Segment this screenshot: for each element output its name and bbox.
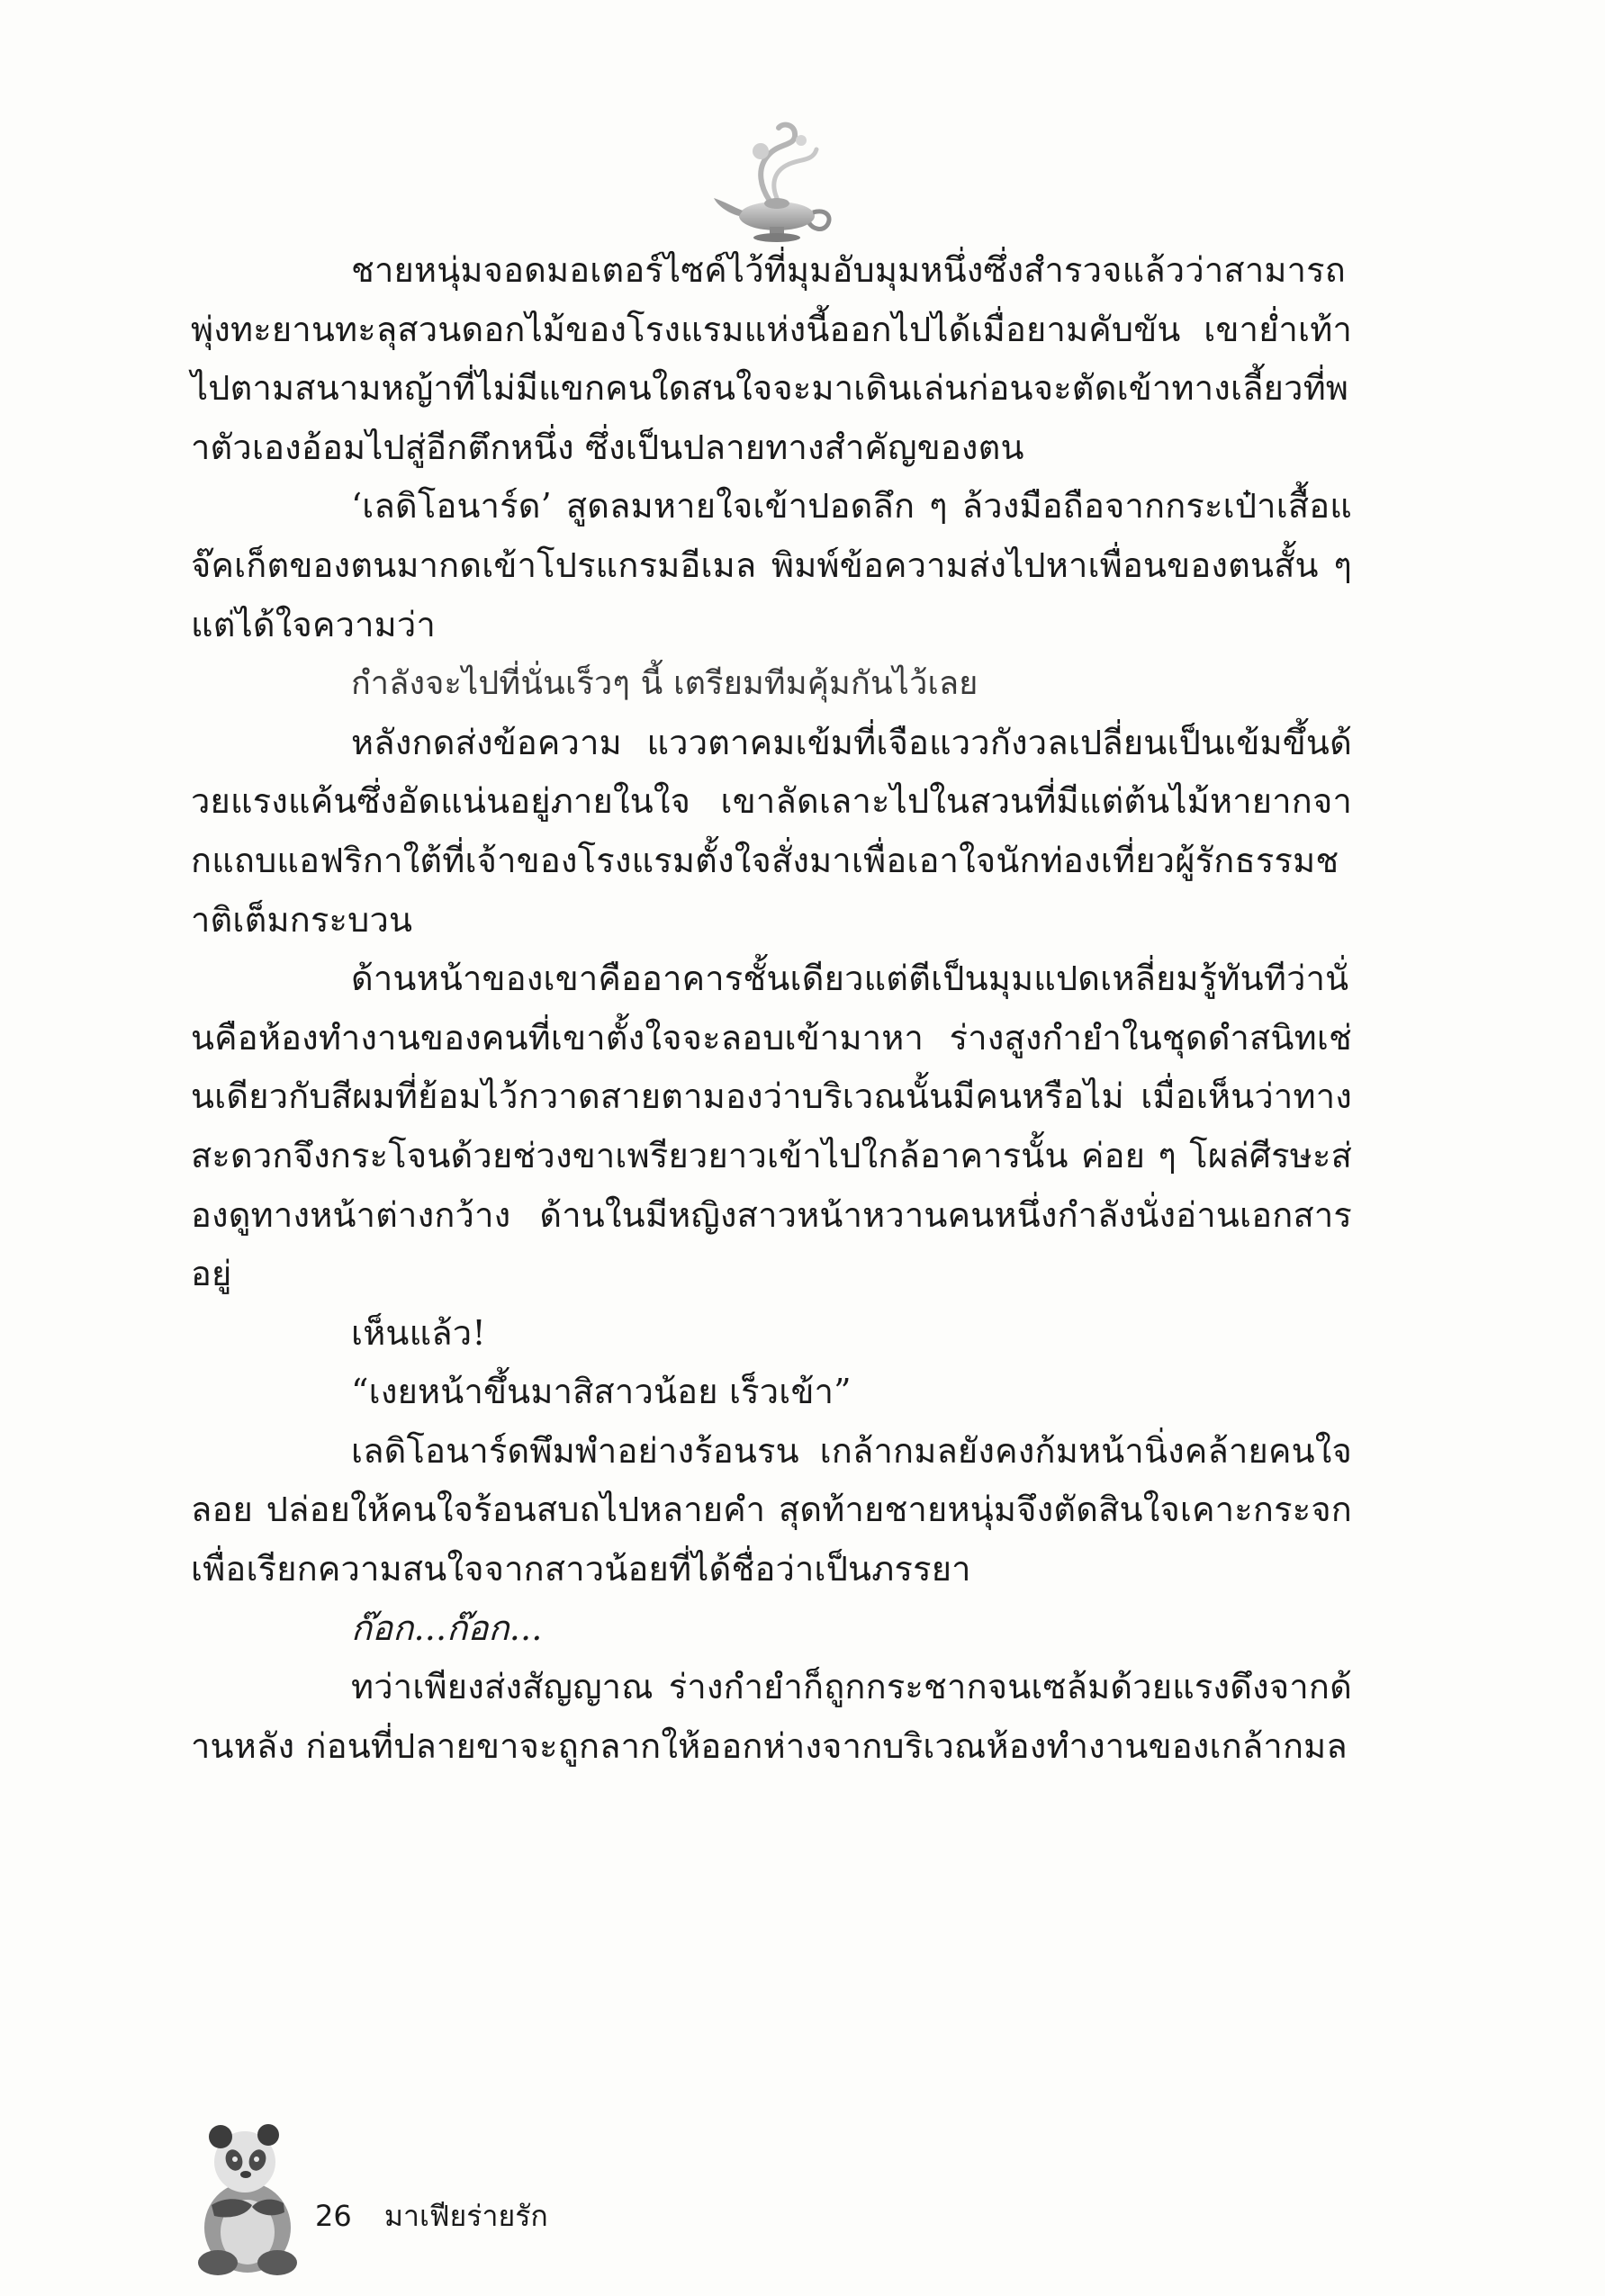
paragraph: ชายหนุ่มจอดมอเตอร์ไซค์ไว้ที่มุมอับมุมหนึ่งซึ่งสำรวจแล้วว่าสามารถพุ่งทะยานทะลุสวนดอกไม้ของโรงแรมแห่งนี้ออกไปได้เมื่อยามคับขัน เขาย่ำเท้าไปตามสนามหญ้าที่ไม่มีแขกคนใดสนใจจะมาเดินเล่นก่อนจะตัดเข้าทางเลี้ยวที่พาตัวเองอ้อมไปสู่อีกตึกหนึ่ง ซึ่งเป็นปลายทางสำคัญของตน bbox=[191, 250, 1352, 467]
paragraph: ทว่าเพียงส่งสัญญาณ ร่างกำยำก็ถูกกระชากจนเซล้มด้วยแรงดึงจากด้านหลัง ก่อนที่ปลายขาจะถูกลากให้ออกห่างจากบริเวณห้องทำงานของเกล้ากมล bbox=[191, 1667, 1352, 1766]
page-footer bbox=[315, 2193, 548, 2239]
story-text bbox=[191, 241, 1352, 1776]
panda-icon bbox=[189, 2115, 306, 2277]
book-title: มาเฟียร่ายรัก bbox=[383, 2199, 548, 2233]
paragraph: หลังกดส่งข้อความ แววตาคมเข้มที่เจือแววกังวลเปลี่ยนเป็นเข้มขึ้นด้วยแรงแค้นซึ่งอัดแน่นอยู่ภายในใจ เขาลัดเลาะไปในสวนที่มีแต่ต้นไม้หายากจากแถบแอฟริกาใต้ที่เจ้าของโรงแรมตั้งใจสั่งมาเพื่อเอาใจนักท่องเที่ยวผู้รักธรรมชาติเต็มกระบวน bbox=[191, 722, 1352, 940]
sound-effect-line: ก๊อก...ก๊อก... bbox=[351, 1607, 543, 1648]
magic-lamp-icon bbox=[707, 115, 842, 250]
paragraph: เห็นแล้ว! bbox=[351, 1312, 486, 1353]
paragraph: ‘เลดิโอนาร์ด’ สูดลมหายใจเข้าปอดลึก ๆ ล้วงมือถือจากกระเป๋าเสื้อแจ๊คเก็ตของตนมากดเข้าโปรแกรมอีเมล พิมพ์ข้อความส่งไปหาเพื่อนของตนสั้น ๆ แต่ได้ใจความว่า bbox=[191, 486, 1352, 644]
paragraph: ด้านหน้าของเขาคืออาคารชั้นเดียวแต่ตีเป็นมุมแปดเหลี่ยมรู้ทันทีว่านั่นคือห้องทำงานของคนที่เขาตั้งใจจะลอบเข้ามาหา ร่างสูงกำยำในชุดดำสนิทเช่นเดียวกับสีผมที่ย้อมไว้กวาดสายตามองว่าบริเวณนั้นมีคนหรือไม่ เมื่อเห็นว่าทางสะดวกจึงกระโจนด้วยช่วงขาเพรียวยาวเข้าไปใกล้อาคารนั้น ค่อย ๆ โผล่ศีรษะส่องดูทางหน้าต่างกว้าง ด้านในมีหญิงสาวหน้าหวานคนหนึ่งกำลังนั่งอ่านเอกสารอยู่ bbox=[191, 959, 1352, 1294]
email-message-line: กำลังจะไปที่นั่นเร็วๆ นี้ เตรียมทีมคุ้มกันไว้เลย bbox=[351, 665, 978, 703]
dialogue-line: “เงยหน้าขึ้นมาสิสาวน้อย เร็วเข้า” bbox=[351, 1372, 852, 1412]
page-number: 26 bbox=[315, 2199, 352, 2233]
paragraph: เลดิโอนาร์ดพึมพำอย่างร้อนรน เกล้ากมลยังคงก้มหน้านิ่งคล้ายคนใจลอย ปล่อยให้คนใจร้อนสบถไปหลายคำ สุดท้ายชายหนุ่มจึงตัดสินใจเคาะกระจกเพื่อเรียกความสนใจจากสาวน้อยที่ได้ชื่อว่าเป็นภรรยา bbox=[191, 1430, 1352, 1589]
